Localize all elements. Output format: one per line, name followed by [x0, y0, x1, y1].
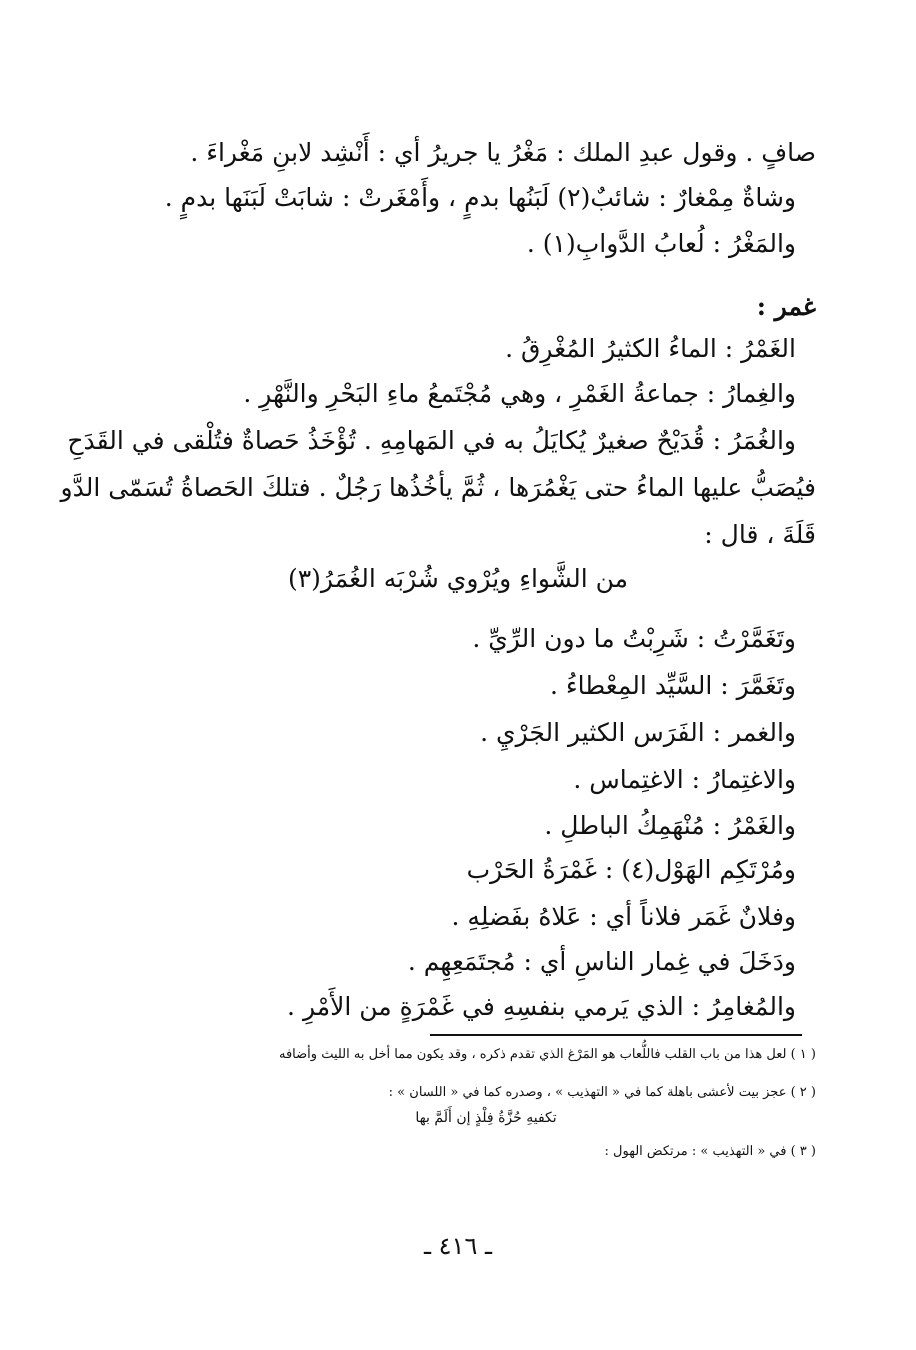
footnote-verse: تكفيهِ حُزَّةُ فِلْذٍ إن أَلَمَّ بها	[415, 1110, 557, 1126]
entry-line: الغَمْرُ : الماءُ الكثيرُ المُغْرِقُ .	[505, 334, 796, 363]
entry-heading: غمر :	[756, 292, 816, 321]
list-item: وفلانٌ غَمَر فلاناً أي : عَلاهُ بفَضلِهِ .	[451, 902, 796, 931]
list-item: وتَغَمَّرْتُ : شَرِبْتُ ما دون الرِّيِّ .	[472, 624, 796, 653]
text-line: صافٍ . وقول عبدِ الملك : مَغْرُ يا جريرُ أي : أَنْشِد لابنِ مَغْراءَ .	[190, 138, 816, 167]
entry-line: قَلَةَ ، قال :	[704, 520, 816, 549]
footnote: ( ٣ ) في « التهذيب » : مرتكض الهول :	[604, 1144, 816, 1159]
list-item: ودَخَلَ في غِمار الناسِ أي : مُجتَمَعِهِم .	[407, 947, 796, 976]
text-line: والمَغْرُ : لُعابُ الدَّوابِ(١) .	[526, 229, 796, 258]
list-item: ومُرْتَكِم الهَوْل(٤) : غَمْرَةُ الحَرْب	[466, 855, 796, 884]
list-item: والغمر : الفَرَس الكثير الجَرْيِ .	[480, 718, 796, 747]
list-item: والغَمْرُ : مُنْهَمِكُ الباطلِ .	[544, 811, 796, 840]
footnote-divider	[430, 1034, 802, 1036]
entry-line: والغِمارُ : جماعةُ الغَمْرِ ، وهي مُجْتَمعُ ماءِ البَحْرِ والنَّهْرِ .	[243, 379, 796, 408]
text-line: وشاةٌ مِمْغارٌ : شائبٌ(٢) لَبَنُها بدمٍ ، وأَمْغَرتْ : شابَتْ لَبَنَها بدمٍ .	[164, 183, 796, 212]
page-number: ـ ٤١٦ ـ	[423, 1232, 492, 1260]
list-item: وتَغَمَّرَ : السَّيِّد المِعْطاءُ .	[550, 671, 796, 700]
entry-line: والغُمَرُ : قُدَيْحٌ صغيرٌ يُكايَلُ به في المَهامِهِ . تُؤْخَذُ حَصاةٌ فتُلْقى في القَدَحِ	[67, 426, 796, 455]
footnote: ( ١ ) لعل هذا من باب القلب فاللُّعاب هو المَرْغ الذي تقدم ذكره ، وقد يكون مما أخل به الليث وأضافه	[278, 1047, 816, 1062]
entry-line: فيُصَبُّ عليها الماءُ حتى يَغْمُرَها ، ثُمَّ يأخُذُها رَجُلٌ . فتلكَ الحَصاةُ تُسَمّى الدَّو	[60, 473, 816, 502]
list-item: والاغتِمارُ : الاغتِماس .	[573, 765, 796, 794]
list-item: والمُغامِرُ : الذي يَرمي بنفسِهِ في غَمْرَةٍ من الأَمْرِ .	[287, 992, 796, 1021]
footnote: ( ٢ ) عجز بيت لأعشى باهلة كما في « التهذيب » ، وصدره كما في « اللسان » :	[388, 1085, 816, 1100]
verse-line: من الشَّواءِ ويُرْوي شُرْبَه الغُمَرُ(٣)	[287, 564, 629, 593]
